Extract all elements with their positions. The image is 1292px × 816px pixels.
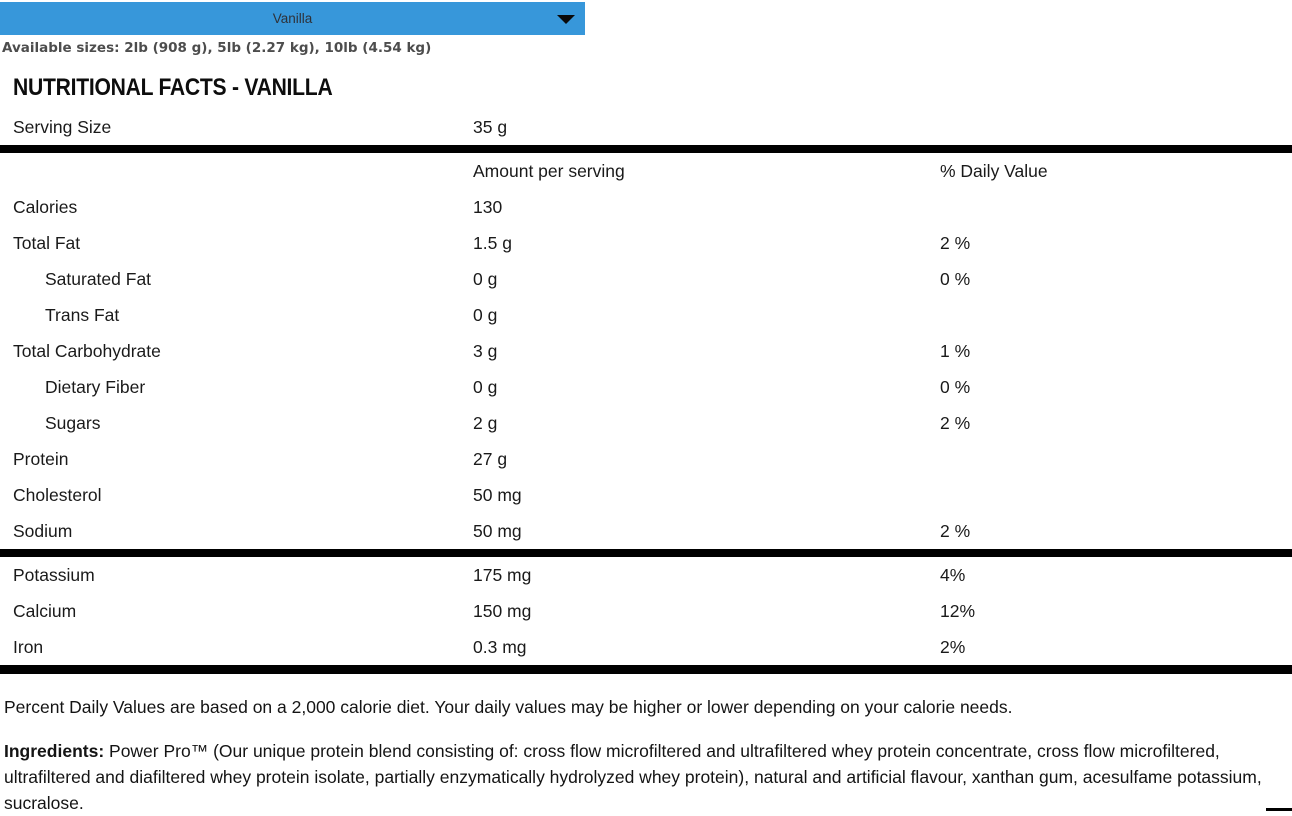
nutrient-daily-value: 0 % [940, 268, 971, 289]
ingredients-text: Power Pro™ (Our unique protein blend consisting of: cross flow microfiltered and ultrafiltered whey protein concentrate, cross flow microfiltered, ultrafiltered and diafiltered whey protein isolate, partially enzymatically hydrolyzed whey protein), natural and artificial flavour, xanthan gum, acesulfame potassium, sucralose. [4, 741, 1262, 813]
header-daily-value: % Daily Value [940, 160, 1048, 181]
table-row [0, 333, 1292, 369]
mineral-daily-value: 2% [940, 636, 966, 657]
nutrition-table [0, 109, 1292, 674]
header-amount-per-serving: Amount per serving [473, 160, 625, 181]
mineral-rows [0, 557, 1292, 665]
nutrient-label: Saturated Fat [45, 268, 152, 289]
serving-size-value: 35 g [473, 116, 508, 137]
table-row [0, 441, 1292, 477]
nutrient-daily-value: 2 % [940, 232, 971, 253]
nutrient-rows [0, 189, 1292, 549]
table-row [0, 405, 1292, 441]
nutrient-label: Total Fat [13, 232, 81, 253]
table-row [0, 477, 1292, 513]
table-row [0, 593, 1292, 629]
nutrient-amount: 130 [473, 196, 503, 217]
daily-value-footnote: Percent Daily Values are based on a 2,000 calorie diet. Your daily values may be higher or lower depending on your calorie needs. [4, 697, 1013, 717]
table-row [0, 629, 1292, 665]
table-row [0, 369, 1292, 405]
flavor-dropdown[interactable] [0, 2, 585, 35]
divider-thick-top [0, 145, 1292, 153]
nutrient-label: Protein [13, 448, 69, 469]
serving-size-label: Serving Size [13, 116, 112, 137]
nutrient-amount: 2 g [473, 412, 498, 433]
mineral-label: Potassium [13, 564, 95, 585]
page-title: NUTRITIONAL FACTS - VANILLA [13, 74, 333, 101]
nutrient-label: Dietary Fiber [45, 376, 146, 397]
nutrient-amount: 0 g [473, 376, 498, 397]
mineral-label: Iron [13, 636, 44, 657]
table-row [0, 297, 1292, 333]
table-row [0, 261, 1292, 297]
nutrient-label: Sodium [13, 520, 73, 541]
mineral-daily-value: 12% [940, 600, 976, 621]
nutrient-amount: 3 g [473, 340, 498, 361]
mineral-daily-value: 4% [940, 564, 966, 585]
nutrient-amount: 27 g [473, 448, 508, 469]
table-header-row [0, 153, 1292, 189]
mineral-amount: 150 mg [473, 600, 532, 621]
nutrient-label: Cholesterol [13, 484, 102, 505]
nutrient-amount: 1.5 g [473, 232, 512, 253]
flavor-dropdown-value: Vanilla [272, 11, 313, 26]
chevron-down-icon [557, 15, 575, 24]
nutrient-label: Calories [13, 196, 78, 217]
nutrient-label: Total Carbohydrate [13, 340, 161, 361]
mineral-amount: 0.3 mg [473, 636, 527, 657]
divider-thick-bottom [0, 665, 1292, 674]
nutrient-daily-value: 2 % [940, 520, 971, 541]
nutrient-daily-value: 1 % [940, 340, 971, 361]
nutrient-amount: 50 mg [473, 520, 522, 541]
nutrient-label: Sugars [45, 412, 101, 433]
available-sizes-text: Available sizes: 2lb (908 g), 5lb (2.27 kg), 10lb (4.54 kg) [2, 40, 432, 56]
nutrient-label: Trans Fat [45, 304, 120, 325]
nutrient-amount: 0 g [473, 268, 498, 289]
table-row [0, 189, 1292, 225]
table-row [0, 513, 1292, 549]
ingredients-label: Ingredients: [4, 741, 105, 761]
serving-size-row [0, 109, 1292, 145]
nutrient-amount: 50 mg [473, 484, 522, 505]
divider-thick-middle [0, 549, 1292, 557]
mineral-label: Calcium [13, 600, 77, 621]
ingredients-paragraph [4, 738, 1292, 816]
table-row [0, 225, 1292, 261]
table-row [0, 557, 1292, 593]
mineral-amount: 175 mg [473, 564, 532, 585]
nutrient-daily-value: 0 % [940, 376, 971, 397]
nutrient-daily-value: 2 % [940, 412, 971, 433]
nutrient-amount: 0 g [473, 304, 498, 325]
